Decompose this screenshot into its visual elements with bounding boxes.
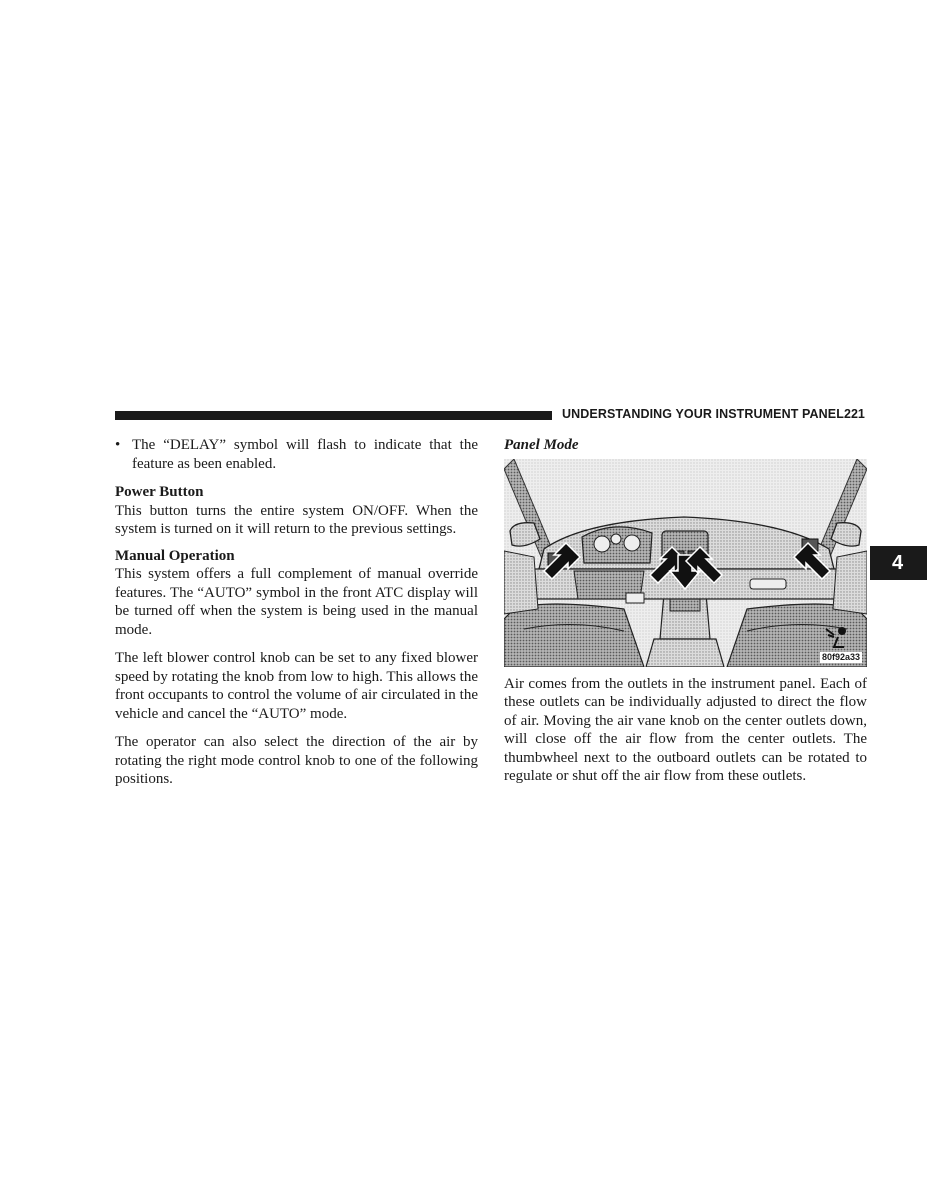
panel-mode-caption: Air comes from the outlets in the instrument panel. Each of these outlets can be individually adjusted to direct the flow of air. Moving the air vane knob on the center outlets down, will close off the air flow from the center outlets. The thumbwheel next to the outboard outlets can be rotated to regulate or shut off the air flow from these outlets. [504, 675, 867, 784]
blower-paragraph: The left blower control knob can be set to any fixed blower speed by rotating the knob from low to high. This allows the front occupants to control the volume of air circulated in the vehicle and cancel the “AUTO” mode. [115, 650, 479, 722]
power-button-text: This button turns the entire system ON/OFF. When the system is turned on it will return to the previous settings. [115, 502, 478, 537]
manual-operation-heading: Manual Operation [115, 547, 235, 564]
power-button-section [115, 483, 478, 539]
panel-mode-heading: Panel Mode [504, 437, 579, 453]
manual-operation-section [115, 547, 478, 640]
page-number: 221 [844, 407, 865, 421]
direction-paragraph: The operator can also select the direction of the air by rotating the right mode control knob to one of the following positions. [115, 734, 478, 787]
right-column [504, 436, 867, 786]
bullet-item [115, 436, 478, 473]
dashboard-illustration [504, 459, 867, 667]
manual-operation-text: This system offers a full complement of manual override features. The “AUTO” symbol in the front ATC display will be turned off when the system is being used in the manual mode. [115, 566, 478, 638]
bullet-text: The “DELAY” symbol will flash to indicate that the feature as been enabled. [132, 437, 478, 472]
bullet-icon: • [115, 437, 121, 453]
left-column [115, 436, 478, 799]
chapter-tab: 4 [870, 546, 927, 580]
power-button-heading: Power Button [115, 484, 204, 500]
header-rule [115, 411, 552, 420]
running-header-title: UNDERSTANDING YOUR INSTRUMENT PANEL [562, 407, 844, 421]
panel-mode-figure [504, 459, 867, 667]
figure-code-label: 80f92a33 [822, 651, 861, 662]
